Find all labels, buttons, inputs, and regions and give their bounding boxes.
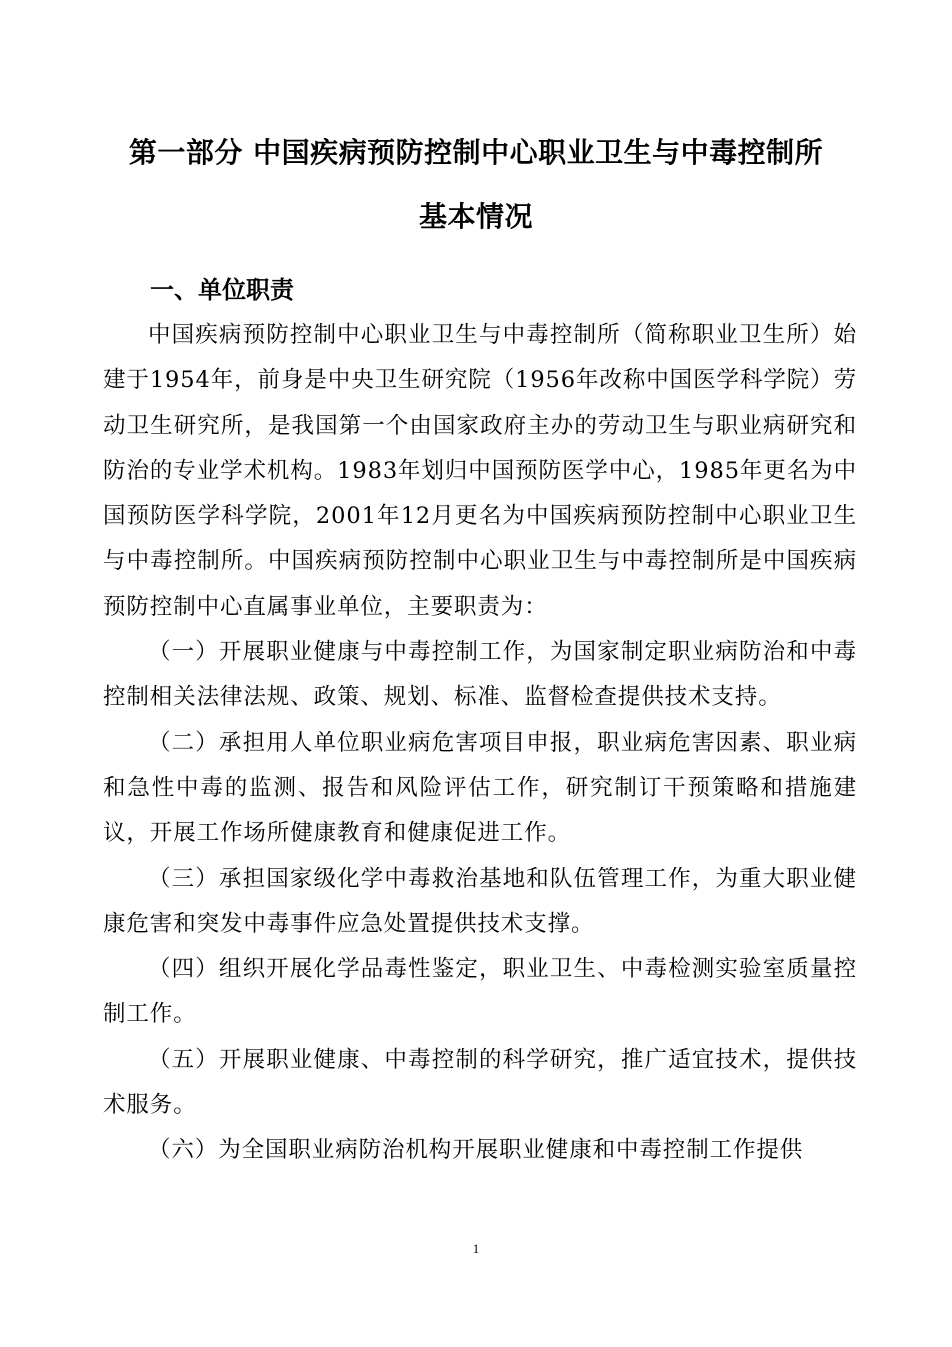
document-title-line-1: 第一部分 中国疾病预防控制中心职业卫生与中毒控制所: [128, 136, 824, 169]
body-text: [103, 313, 857, 1174]
document-title-line-2: 基本情况: [418, 200, 533, 233]
paragraph-intro: 中国疾病预防控制中心职业卫生与中毒控制所（简称职业卫生所）始建于1954年，前身是中央卫生研究院（1956年改称中国医学科学院）劳动卫生研究所，是我国第一个由国家政府主办的劳动卫生与职业病研究和防治的专业学术机构。1983年划归中国预防医学中心，1985年更名为中国预防医学科学院，2001年12月更名为中国疾病预防控制中心职业卫生与中毒控制所。中国疾病预防控制中心职业卫生与中毒控制所是中国疾病预防控制中心直属事业单位，主要职责为：: [103, 322, 857, 620]
paragraph-duty-2: （二）承担用人单位职业病危害项目申报，职业病危害因素、职业病和急性中毒的监测、报告和风险评估工作，研究制订干预策略和措施建议，开展工作场所健康教育和健康促进工作。: [103, 729, 857, 847]
paragraph-duty-3: （三）承担国家级化学中毒救治基地和队伍管理工作，为重大职业健康危害和突发中毒事件应急处置提供技术支撑。: [103, 865, 857, 937]
paragraph-duty-5: （五）开展职业健康、中毒控制的科学研究，推广适宜技术，提供技术服务。: [103, 1046, 857, 1119]
paragraph-duty-6: （六）为全国职业病防治机构开展职业健康和中毒控制工作提供: [148, 1137, 804, 1164]
section-heading: 一、单位职责: [150, 276, 294, 304]
paragraph-duty-1: （一）开展职业健康与中毒控制工作，为国家制定职业病防治和中毒控制相关法律法规、政策、规划、标准、监督检查提供技术支持。: [103, 639, 857, 711]
page-number: 1: [472, 1241, 480, 1256]
paragraph-duty-4: （四）组织开展化学品毒性鉴定，职业卫生、中毒检测实验室质量控制工作。: [103, 956, 857, 1028]
